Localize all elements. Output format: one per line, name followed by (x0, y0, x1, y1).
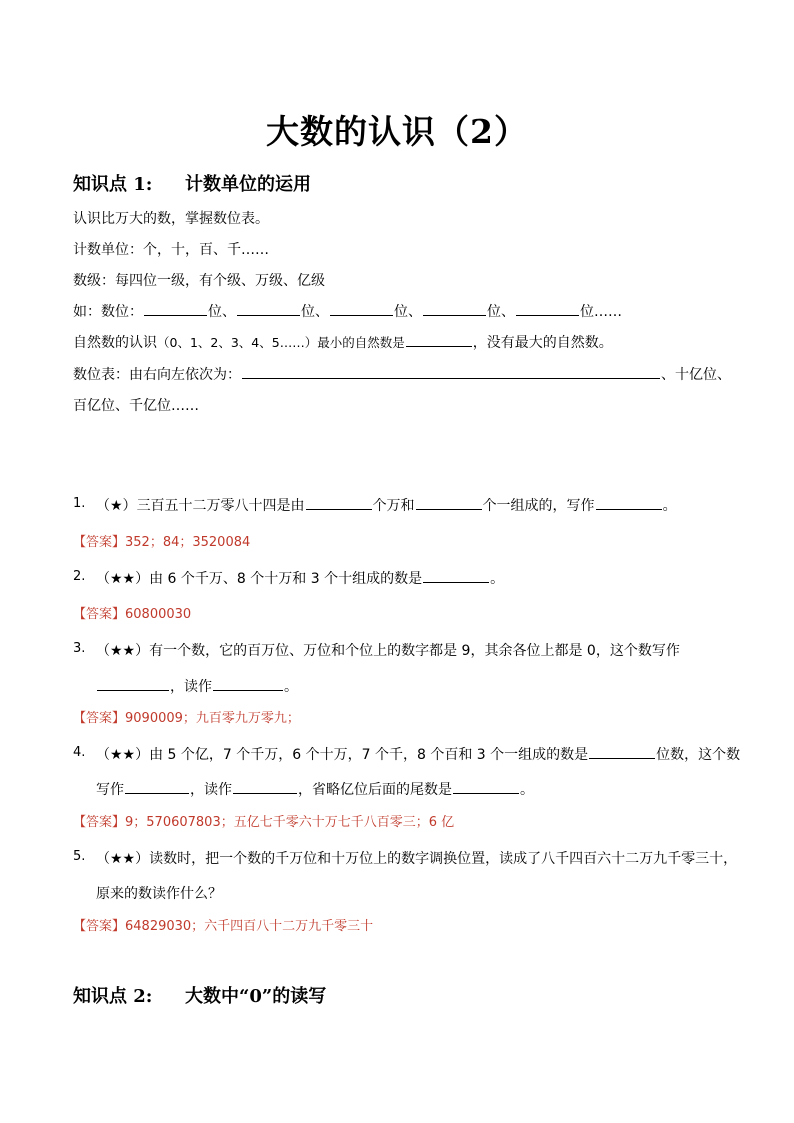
blank[interactable] (213, 676, 283, 691)
text-fragment: 自然数的认识 (73, 335, 157, 351)
section-label: 知识点 2: (73, 986, 153, 1007)
question-text (96, 495, 677, 515)
text-fragment: 写作 (96, 782, 124, 798)
question-text (96, 848, 737, 868)
text-line: 数级：每四位一级，有个级、万级、亿级 (73, 273, 325, 289)
answer (73, 603, 191, 622)
question-text-continued (96, 676, 298, 696)
answer-text: 9090009；九百零九万零九； (125, 711, 300, 726)
answer-tag: 【答案】 (73, 815, 126, 830)
text-fragment: 由 6 个千万、8 个十万和 3 个十组成的数是 (149, 571, 423, 587)
difficulty-stars: （★★） (96, 571, 150, 587)
text-fragment: 有一个数，它的百万位、万位和个位上的数字都是 9，其余各位上都是 0，这个数写作 (149, 643, 680, 659)
natural-number-line (73, 332, 613, 352)
question-number: 2. (73, 569, 86, 584)
text-fragment: 位数，这个数 (656, 747, 741, 763)
difficulty-stars: （★） (96, 498, 137, 514)
answer (73, 811, 454, 830)
section-name: 大数中“0”的读写 (185, 986, 327, 1007)
text-fragment: 、十亿位、 (661, 367, 731, 383)
question-text (96, 640, 680, 660)
section-name: 计数单位的运用 (185, 174, 311, 195)
blank[interactable] (306, 495, 372, 510)
answer-tag: 【答案】 (73, 711, 126, 726)
text-fragment: 。 (284, 679, 298, 695)
question-number: 3. (73, 641, 86, 656)
text-line: 百亿位、千亿位…… (73, 398, 199, 414)
text-fragment: 。 (662, 498, 677, 514)
text-fragment: 。 (490, 571, 505, 587)
text-fragment: 由 5 个亿，7 个千万，6 个十万，7 个千，8 个百和 3 个一组成的数是 (149, 747, 589, 763)
blank[interactable] (237, 301, 300, 316)
text-line: 计数单位：个，十，百、千…… (73, 242, 269, 258)
answer-tag: 【答案】 (73, 535, 126, 550)
blank[interactable] (423, 568, 489, 583)
question-number: 5. (73, 849, 86, 864)
text-fragment: 位、 (394, 304, 422, 320)
question-number: 1. (73, 496, 86, 511)
answer (73, 531, 250, 550)
question-number: 4. (73, 745, 86, 760)
page-title: 大数的认识（2） (266, 112, 528, 151)
text-fragment: 位、 (301, 304, 329, 320)
question-text-continued: 原来的数读作什么？ (96, 886, 222, 902)
difficulty-stars: （★★） (96, 851, 150, 867)
blank[interactable] (596, 495, 662, 510)
section-heading-2 (73, 982, 326, 1008)
text-fragment: 读数时，把一个数的千万位和十万位上的数字调换位置，读成了八千四百六十二万九千零三十， (149, 851, 738, 867)
blank[interactable] (453, 779, 519, 794)
answer-text: 60800030 (125, 607, 192, 622)
blank[interactable] (516, 301, 579, 316)
question-text (96, 744, 740, 764)
blank[interactable] (406, 332, 472, 347)
answer (73, 915, 373, 934)
text-fragment: ，省略亿位后面的尾数是 (298, 782, 452, 798)
text-fragment: （0、1、2、3、4、5……）最小的自然数是 (157, 335, 405, 350)
answer-tag: 【答案】 (73, 919, 126, 934)
blank[interactable] (589, 744, 655, 759)
answer (73, 707, 300, 726)
digit-positions-line (73, 301, 622, 321)
text-fragment: 三百五十二万零八十四是由 (136, 498, 305, 514)
answer-text: 352；84；3520084 (125, 535, 251, 550)
blank[interactable] (97, 676, 169, 691)
blank[interactable] (423, 301, 486, 316)
section-label: 知识点 1: (73, 174, 153, 195)
text-fragment: 如：数位： (73, 304, 143, 320)
text-fragment: 。 (520, 782, 534, 798)
digit-table-line (73, 364, 731, 384)
blank[interactable] (144, 301, 207, 316)
answer-text: 64829030；六千四百八十二万九千零三十 (125, 919, 374, 934)
text-fragment: ，读作 (190, 782, 232, 798)
section-heading-1 (73, 170, 311, 196)
difficulty-stars: （★★） (96, 643, 150, 659)
text-line: 认识比万大的数，掌握数位表。 (73, 211, 269, 227)
answer-text: 9；570607803；五亿七千零六十万七千八百零三；6 亿 (125, 815, 455, 830)
text-fragment: 个万和 (372, 498, 415, 514)
text-fragment: 位、 (487, 304, 515, 320)
question-text (96, 568, 504, 588)
blank[interactable] (330, 301, 393, 316)
text-fragment: ，没有最大的自然数。 (472, 335, 613, 351)
text-fragment: 个一组成的，写作 (482, 498, 595, 514)
difficulty-stars: （★★） (96, 747, 150, 763)
text-fragment: ，读作 (170, 679, 212, 695)
text-fragment: 位…… (580, 304, 622, 320)
text-fragment: 数位表：由右向左依次为： (73, 367, 241, 383)
blank[interactable] (233, 779, 297, 794)
blank[interactable] (242, 364, 660, 379)
blank[interactable] (416, 495, 482, 510)
answer-tag: 【答案】 (73, 607, 126, 622)
blank[interactable] (125, 779, 189, 794)
text-fragment: 位、 (208, 304, 236, 320)
question-text-continued (96, 779, 534, 799)
